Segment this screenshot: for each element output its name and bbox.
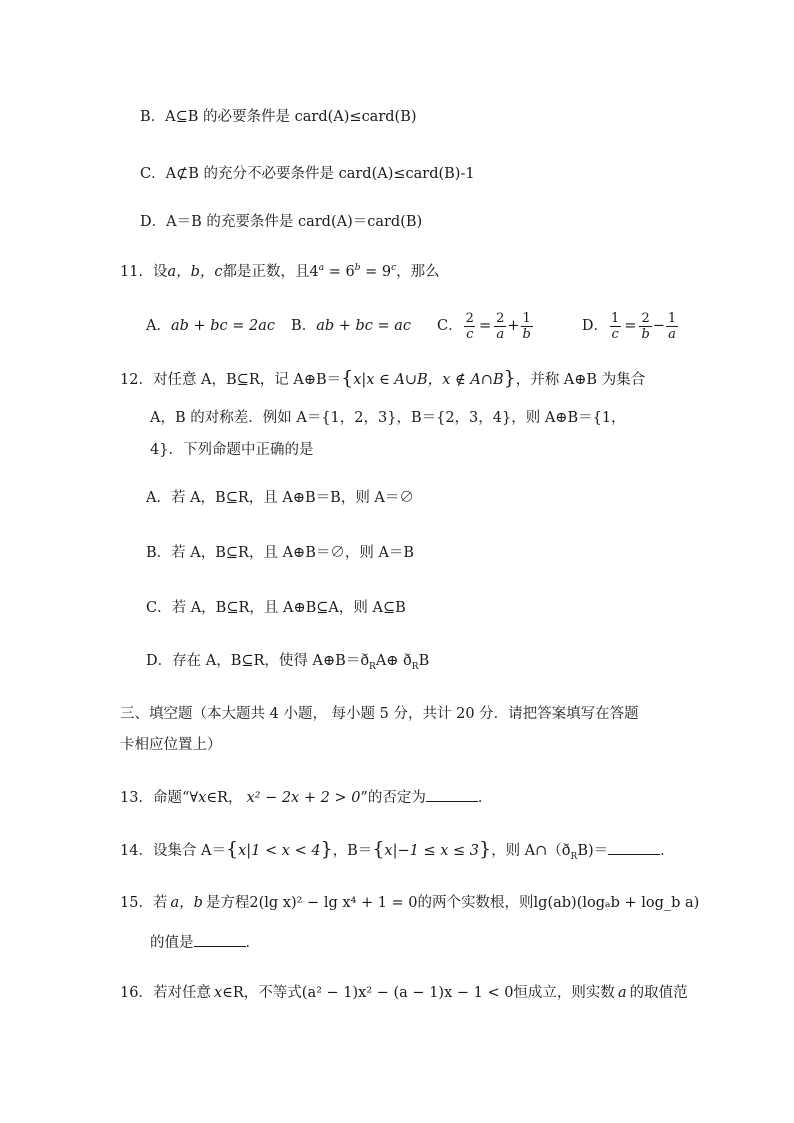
q11-option-b: B． ab + bc = ac — [291, 318, 412, 334]
q11-equation: $4^a = 6^b = 9^c$ — [309, 263, 397, 280]
q11-option-a: A． ab + bc = 2ac — [146, 318, 276, 334]
question-14: 14．设集合 A＝{x|1 < x < 4}，B＝{x|−1 ≤ x ≤ 3}，则 $A\cap(ð_RB)=$ ． — [120, 838, 675, 862]
question-16: 16．若对任意 x∈R，不等式(a² − 1)x² − (a − 1)x − 1 < 0恒成立，则实数 a 的取值范 — [120, 985, 688, 1001]
q12-option-d: D．存在 A，B⊆R，使得 $A\oplus B=ð_RA\oplus$ $ð_RB$ — [146, 653, 430, 672]
section-3-heading-line-2: 卡相应位置上） — [120, 737, 222, 753]
question-12-stem-line-2: A，B 的对称差．例如 A＝{1，2，3}，B＝{2，3，4}，则 A⊕B＝{1， — [150, 410, 626, 426]
question-15-line-2: 的值是 ． — [150, 931, 260, 953]
option-d: D．A＝B 的充要条件是 card(A)＝card(B) — [140, 214, 423, 230]
option-c: C．A⊄B 的充分不必要条件是 card(A)≤card(B)-1 — [140, 166, 475, 182]
question-12-stem-line-3: 4}．下列命题中正确的是 — [150, 442, 314, 458]
q11-option-c: C． $\frac{2}{c}$ = $\frac{2}{a}$ + $\frac{1}{b}$ — [437, 310, 531, 342]
q12-option-b: B．若 A，B⊆R，且 A⊕B＝∅，则 A＝B — [146, 545, 415, 561]
question-12-stem-line-1: 12．对任意 A，B⊆R，记 A⊕B＝{x|x ∈ A∪B，x ∉ A∩B}，并称 A⊕B 为集合 — [120, 367, 646, 389]
question-11-stem: 11．设a，b，c都是正数，且$4^a = 6^b = 9^c$，那么 — [120, 263, 440, 280]
q12-option-c: C．若 A，B⊆R，且 A⊕B⊆A，则 A⊆B — [146, 600, 406, 616]
section-3-heading-line-1: 三、填空题（本大题共 4 小题， 每小题 5 分，共计 20 分．请把答案填写在答题 — [120, 706, 639, 722]
answer-blank — [194, 931, 246, 947]
q11-option-d: D． $\frac{1}{c}$ = $\frac{2}{b}$ − $\frac{1}{a}$ — [581, 310, 677, 342]
q12-option-a: A．若 A，B⊆R，且 A⊕B＝B，则 A＝∅ — [146, 490, 414, 506]
question-13: 13．命题“∀x∈R， x² − 2x + 2 > 0”的否定为 ． — [120, 786, 492, 808]
answer-blank — [608, 839, 660, 855]
question-11-options — [146, 306, 679, 346]
option-b: B．A⊆B 的必要条件是 card(A)≤card(B) — [140, 109, 417, 125]
answer-blank — [426, 786, 478, 802]
question-15-line-1: 15．若 a，b 是方程2(lg x)² − lg x⁴ + 1 = 0的两个实数根，则lg(ab)(logₐb + log_b a) — [120, 895, 700, 911]
